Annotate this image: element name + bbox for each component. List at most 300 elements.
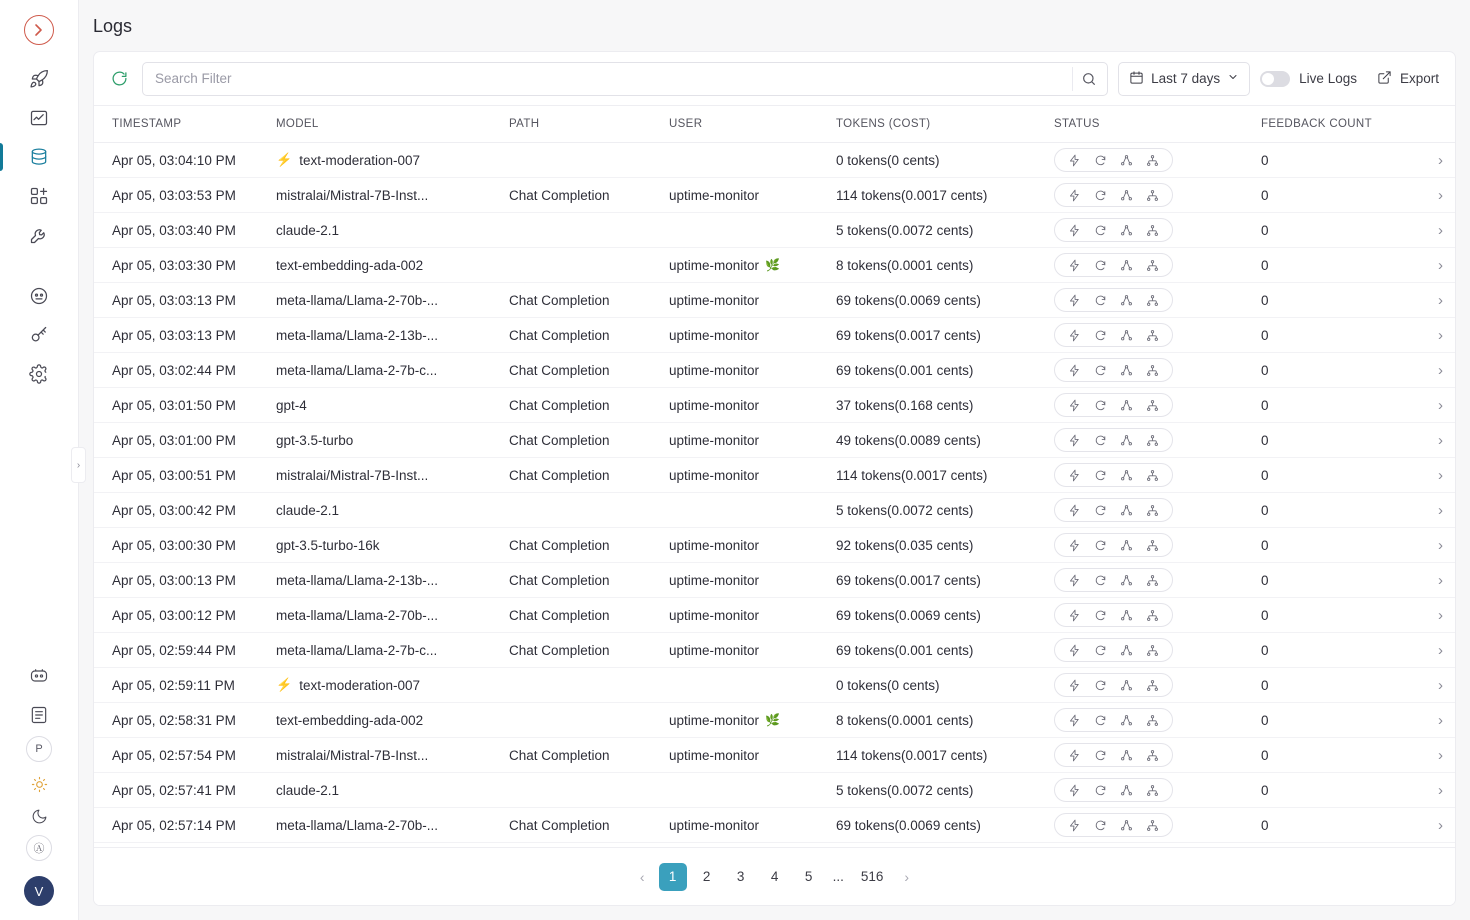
cell-tokens: 69 tokens(0.0017 cents) [836, 318, 1054, 353]
cell-user [669, 703, 836, 738]
sidebar-item-settings[interactable] [17, 356, 61, 392]
cell-timestamp: Apr 05, 02:59:11 PM [94, 668, 276, 703]
loadbalance-icon [1146, 189, 1159, 202]
fallback-icon [1120, 434, 1133, 447]
cell-feedback-count: 0 [1261, 668, 1411, 703]
pagination-page-2[interactable]: 2 [702, 869, 711, 884]
cell-model [276, 143, 509, 178]
status-badge [1054, 743, 1173, 767]
row-detail-chevron[interactable]: › [1411, 773, 1455, 808]
cell-tokens: 69 tokens(0.0069 cents) [836, 808, 1054, 843]
cell-tokens: 92 tokens(0.035 cents) [836, 528, 1054, 563]
theme-dark-icon[interactable] [26, 803, 52, 829]
cell-model [276, 808, 509, 843]
cell-timestamp: Apr 05, 03:01:00 PM [94, 423, 276, 458]
search-icon[interactable] [1081, 71, 1101, 87]
cell-model [276, 493, 509, 528]
cell-timestamp: Apr 05, 03:00:13 PM [94, 563, 276, 598]
cell-user [669, 563, 836, 598]
cell-timestamp: Apr 05, 03:03:13 PM [94, 283, 276, 318]
column-model: MODEL [276, 106, 509, 143]
user-name: uptime-monitor [669, 362, 760, 378]
user-name: uptime-monitor [669, 327, 760, 343]
pagination-page-3[interactable]: 3 [736, 869, 745, 884]
pagination [94, 847, 1455, 905]
table-row[interactable] [94, 808, 1455, 843]
status-badge [1054, 183, 1173, 207]
cell-user [669, 598, 836, 633]
cell-tokens: 0 tokens(0 cents) [836, 668, 1054, 703]
pagination-page-5[interactable]: 5 [804, 869, 813, 884]
cell-feedback-count: 0 [1261, 283, 1411, 318]
cell-status [1054, 598, 1261, 633]
pagination-page-1[interactable]: 1 [659, 863, 687, 891]
live-logs-control [1260, 71, 1357, 87]
cell-path [509, 213, 669, 248]
status-badge [1054, 533, 1173, 557]
cell-path [509, 668, 669, 703]
cell-status [1054, 808, 1261, 843]
model-name: text-moderation-007 [299, 677, 421, 693]
retry-icon [1094, 644, 1107, 657]
cell-path: Chat Completion [509, 563, 669, 598]
row-detail-chevron[interactable]: › [1411, 318, 1455, 353]
row-detail-chevron[interactable]: › [1411, 668, 1455, 703]
logs-table-scroll[interactable] [94, 106, 1455, 847]
pagination-page-4[interactable]: 4 [770, 869, 779, 884]
loadbalance-icon [1146, 784, 1159, 797]
row-detail-chevron[interactable]: › [1411, 703, 1455, 738]
cell-path [509, 143, 669, 178]
row-detail-chevron[interactable]: › [1411, 248, 1455, 283]
cell-status [1054, 458, 1261, 493]
cell-tokens: 69 tokens(0.0069 cents) [836, 598, 1054, 633]
leaf-icon: 🌿 [765, 258, 780, 272]
page-title: Logs [93, 16, 133, 36]
cell-path: Chat Completion [509, 318, 669, 353]
cell-tokens: 69 tokens(0.0017 cents) [836, 563, 1054, 598]
retry-icon [1094, 434, 1107, 447]
logs-toolbar [94, 52, 1455, 106]
user-name: uptime-monitor [669, 432, 760, 448]
cell-user [669, 318, 836, 353]
fallback-icon [1120, 749, 1133, 762]
cell-timestamp: Apr 05, 03:03:53 PM [94, 178, 276, 213]
status-badge [1054, 323, 1173, 347]
cell-model [276, 563, 509, 598]
pagination-prev[interactable]: ‹ [639, 868, 645, 885]
date-range-picker[interactable] [1118, 62, 1250, 96]
model-name: meta-llama/Llama-2-7b-c... [276, 642, 438, 658]
fallback-icon [1120, 224, 1133, 237]
cell-path: Chat Completion [509, 423, 669, 458]
table-row[interactable] [94, 423, 1455, 458]
user-name: uptime-monitor [669, 537, 760, 553]
cell-timestamp: Apr 05, 03:04:10 PM [94, 143, 276, 178]
date-range-label: Last 7 days [1151, 71, 1221, 86]
loadbalance-icon [1146, 224, 1159, 237]
cell-status [1054, 283, 1261, 318]
cell-path: Chat Completion [509, 633, 669, 668]
cell-status [1054, 633, 1261, 668]
cell-path: Chat Completion [509, 458, 669, 493]
cell-tokens: 49 tokens(0.0089 cents) [836, 423, 1054, 458]
table-row[interactable] [94, 213, 1455, 248]
user-name: uptime-monitor [669, 712, 760, 728]
cell-feedback-count: 0 [1261, 213, 1411, 248]
sidebar-item-virtual-keys[interactable] [17, 317, 61, 353]
row-detail-chevron[interactable]: › [1411, 493, 1455, 528]
search-input[interactable] [155, 71, 1072, 86]
row-detail-chevron[interactable]: › [1411, 738, 1455, 773]
cell-user [669, 283, 836, 318]
retry-icon [1094, 749, 1107, 762]
cell-path: Chat Completion [509, 283, 669, 318]
status-badge [1054, 673, 1173, 697]
row-detail-chevron[interactable]: › [1411, 563, 1455, 598]
retry-icon [1094, 364, 1107, 377]
row-detail-chevron[interactable]: › [1411, 808, 1455, 843]
table-row[interactable] [94, 458, 1455, 493]
status-badge [1054, 568, 1173, 592]
pagination-ellipsis: ... [832, 869, 844, 884]
cell-tokens: 114 tokens(0.0017 cents) [836, 738, 1054, 773]
model-name: meta-llama/Llama-2-13b-... [276, 572, 439, 588]
cache-icon [1068, 364, 1081, 377]
cell-model [276, 423, 509, 458]
cache-icon [1068, 469, 1081, 482]
accessibility-icon[interactable]: Ⓐ [26, 835, 52, 861]
table-row[interactable] [94, 668, 1455, 703]
sidebar-bottom [17, 658, 61, 920]
row-detail-chevron[interactable]: › [1411, 213, 1455, 248]
column-actions [1411, 106, 1455, 143]
cell-model [276, 178, 509, 213]
row-detail-chevron[interactable]: › [1411, 528, 1455, 563]
model-name: gpt-3.5-turbo [276, 432, 354, 448]
cache-icon [1068, 399, 1081, 412]
model-name: claude-2.1 [276, 222, 340, 238]
sidebar-item-configs[interactable] [17, 217, 61, 253]
status-badge [1054, 778, 1173, 802]
cell-path [509, 703, 669, 738]
cell-model [276, 598, 509, 633]
cell-tokens: 5 tokens(0.0072 cents) [836, 773, 1054, 808]
sidebar-collapse-handle[interactable]: › [71, 447, 86, 483]
row-detail-chevron[interactable]: › [1411, 178, 1455, 213]
cache-icon [1068, 644, 1081, 657]
cell-path [509, 773, 669, 808]
loadbalance-icon [1146, 329, 1159, 342]
status-badge [1054, 463, 1173, 487]
cell-timestamp: Apr 05, 03:00:12 PM [94, 598, 276, 633]
cell-tokens: 69 tokens(0.0069 cents) [836, 283, 1054, 318]
cell-feedback-count: 0 [1261, 738, 1411, 773]
cell-tokens: 8 tokens(0.0001 cents) [836, 248, 1054, 283]
table-row[interactable] [94, 388, 1455, 423]
retry-icon [1094, 399, 1107, 412]
loadbalance-icon [1146, 749, 1159, 762]
fallback-icon [1120, 364, 1133, 377]
cell-status [1054, 773, 1261, 808]
row-detail-chevron[interactable]: › [1411, 423, 1455, 458]
pagination-next[interactable]: › [904, 868, 910, 885]
cell-feedback-count: 0 [1261, 528, 1411, 563]
community-icon[interactable] [17, 658, 61, 694]
cell-timestamp: Apr 05, 03:02:44 PM [94, 353, 276, 388]
model-name: claude-2.1 [276, 502, 340, 518]
loadbalance-icon [1146, 714, 1159, 727]
sidebar [0, 0, 79, 920]
fallback-icon [1120, 644, 1133, 657]
user-name: uptime-monitor [669, 572, 760, 588]
model-name: gpt-3.5-turbo-16k [276, 537, 380, 553]
row-detail-chevron[interactable]: › [1411, 388, 1455, 423]
cell-timestamp: Apr 05, 03:03:30 PM [94, 248, 276, 283]
column-tokens: TOKENS (COST) [836, 106, 1054, 143]
retry-icon [1094, 259, 1107, 272]
retry-icon [1094, 469, 1107, 482]
cell-user [669, 248, 836, 283]
loadbalance-icon [1146, 469, 1159, 482]
avatar[interactable]: V [24, 876, 54, 906]
cell-model [276, 458, 509, 493]
model-name: mistralai/Mistral-7B-Inst... [276, 467, 429, 483]
export-icon [1377, 70, 1392, 88]
row-detail-chevron[interactable]: › [1411, 143, 1455, 178]
model-name: text-embedding-ada-002 [276, 257, 424, 273]
cache-icon [1068, 714, 1081, 727]
table-row[interactable] [94, 318, 1455, 353]
cell-model [276, 703, 509, 738]
cell-status [1054, 318, 1261, 353]
table-row[interactable] [94, 143, 1455, 178]
table-row[interactable] [94, 528, 1455, 563]
cache-icon [1068, 609, 1081, 622]
fallback-icon [1120, 714, 1133, 727]
cell-timestamp: Apr 05, 02:59:44 PM [94, 633, 276, 668]
fallback-icon [1120, 819, 1133, 832]
cache-icon [1068, 189, 1081, 202]
fallback-icon [1120, 189, 1133, 202]
cell-user [669, 423, 836, 458]
row-detail-chevron[interactable]: › [1411, 353, 1455, 388]
cell-model [276, 633, 509, 668]
cell-tokens: 5 tokens(0.0072 cents) [836, 493, 1054, 528]
main-content [79, 0, 1470, 920]
status-badge [1054, 428, 1173, 452]
loadbalance-icon [1146, 609, 1159, 622]
cell-user [669, 668, 836, 703]
column-status: STATUS [1054, 106, 1261, 143]
table-row[interactable] [94, 493, 1455, 528]
loadbalance-icon [1146, 504, 1159, 517]
cell-model [276, 213, 509, 248]
model-name: mistralai/Mistral-7B-Inst... [276, 187, 429, 203]
retry-icon [1094, 574, 1107, 587]
status-badge [1054, 638, 1173, 662]
fallback-icon [1120, 609, 1133, 622]
row-detail-chevron[interactable]: › [1411, 283, 1455, 318]
calendar-icon [1129, 70, 1144, 88]
model-name: gpt-4 [276, 397, 307, 413]
loadbalance-icon [1146, 679, 1159, 692]
retry-icon [1094, 819, 1107, 832]
cell-model [276, 528, 509, 563]
cache-icon [1068, 784, 1081, 797]
cache-icon [1068, 259, 1081, 272]
chevron-down-icon [1227, 71, 1239, 86]
cell-model [276, 668, 509, 703]
cell-feedback-count: 0 [1261, 703, 1411, 738]
loadbalance-icon [1146, 574, 1159, 587]
table-row[interactable] [94, 248, 1455, 283]
column-user: USER [669, 106, 836, 143]
cell-model [276, 283, 509, 318]
sidebar-item-guardrails[interactable] [17, 278, 61, 314]
cell-user [669, 808, 836, 843]
status-badge [1054, 253, 1173, 277]
table-row[interactable] [94, 633, 1455, 668]
bolt-icon: ⚡ [276, 152, 293, 167]
cache-icon [1068, 154, 1081, 167]
table-body [94, 143, 1455, 843]
export-label: Export [1399, 71, 1439, 86]
logs-panel [93, 51, 1456, 906]
loadbalance-icon [1146, 364, 1159, 377]
user-name: uptime-monitor [669, 642, 760, 658]
table-row[interactable] [94, 563, 1455, 598]
cell-path: Chat Completion [509, 598, 669, 633]
cell-status [1054, 563, 1261, 598]
cell-path: Chat Completion [509, 528, 669, 563]
user-name: uptime-monitor [669, 397, 760, 413]
cell-path: Chat Completion [509, 738, 669, 773]
export-button[interactable] [1367, 70, 1445, 88]
cell-feedback-count: 0 [1261, 808, 1411, 843]
column-path: PATH [509, 106, 669, 143]
table-row[interactable] [94, 703, 1455, 738]
cell-feedback-count: 0 [1261, 423, 1411, 458]
cell-tokens: 114 tokens(0.0017 cents) [836, 178, 1054, 213]
table-row[interactable] [94, 353, 1455, 388]
row-detail-chevron[interactable]: › [1411, 598, 1455, 633]
search-filter[interactable] [142, 62, 1108, 96]
cell-feedback-count: 0 [1261, 248, 1411, 283]
plan-badge[interactable]: P [26, 736, 52, 762]
cell-feedback-count: 0 [1261, 178, 1411, 213]
cache-icon [1068, 294, 1081, 307]
cell-status [1054, 353, 1261, 388]
live-logs-toggle[interactable] [1260, 71, 1290, 87]
cell-feedback-count: 0 [1261, 318, 1411, 353]
fallback-icon [1120, 504, 1133, 517]
model-name: meta-llama/Llama-2-70b-... [276, 292, 439, 308]
status-badge [1054, 708, 1173, 732]
leaf-icon: 🌿 [765, 713, 780, 727]
loadbalance-icon [1146, 819, 1159, 832]
model-name: mistralai/Mistral-7B-Inst... [276, 747, 429, 763]
user-name: uptime-monitor [669, 817, 760, 833]
cell-status [1054, 668, 1261, 703]
column-timestamp: TIMESTAMP [94, 106, 276, 143]
status-badge [1054, 148, 1173, 172]
cell-status [1054, 703, 1261, 738]
cell-status [1054, 423, 1261, 458]
fallback-icon [1120, 294, 1133, 307]
pagination-last-page[interactable]: 516 [860, 869, 884, 884]
docs-icon[interactable] [17, 697, 61, 733]
cell-timestamp: Apr 05, 03:03:40 PM [94, 213, 276, 248]
cell-user [669, 143, 836, 178]
table-header [94, 106, 1455, 143]
cell-timestamp: Apr 05, 02:58:31 PM [94, 703, 276, 738]
refresh-icon[interactable] [106, 66, 132, 92]
fallback-icon [1120, 154, 1133, 167]
cache-icon [1068, 819, 1081, 832]
cell-path: Chat Completion [509, 388, 669, 423]
table-header-row [94, 106, 1455, 143]
cell-model [276, 318, 509, 353]
table-row[interactable] [94, 283, 1455, 318]
cell-feedback-count: 0 [1261, 388, 1411, 423]
table-row[interactable] [94, 178, 1455, 213]
status-badge [1054, 603, 1173, 627]
sidebar-item-analytics[interactable] [17, 100, 61, 136]
retry-icon [1094, 329, 1107, 342]
status-badge [1054, 358, 1173, 382]
cell-timestamp: Apr 05, 03:01:50 PM [94, 388, 276, 423]
row-detail-chevron[interactable]: › [1411, 633, 1455, 668]
cell-user [669, 458, 836, 493]
cache-icon [1068, 504, 1081, 517]
cell-user [669, 213, 836, 248]
row-detail-chevron[interactable]: › [1411, 458, 1455, 493]
retry-icon [1094, 714, 1107, 727]
cell-status [1054, 528, 1261, 563]
cache-icon [1068, 434, 1081, 447]
portkey-logo[interactable] [24, 15, 54, 45]
cell-tokens: 69 tokens(0.001 cents) [836, 353, 1054, 388]
cell-feedback-count: 0 [1261, 563, 1411, 598]
cell-user [669, 738, 836, 773]
cell-tokens: 0 tokens(0 cents) [836, 143, 1054, 178]
cell-timestamp: Apr 05, 03:00:42 PM [94, 493, 276, 528]
table-row[interactable] [94, 738, 1455, 773]
model-name: meta-llama/Llama-2-70b-... [276, 817, 439, 833]
cell-feedback-count: 0 [1261, 773, 1411, 808]
live-logs-label: Live Logs [1299, 71, 1357, 86]
sidebar-item-logs[interactable] [17, 139, 61, 175]
table-row[interactable] [94, 598, 1455, 633]
sidebar-item-prompts[interactable] [17, 178, 61, 214]
table-row[interactable] [94, 773, 1455, 808]
cell-feedback-count: 0 [1261, 493, 1411, 528]
fallback-icon [1120, 539, 1133, 552]
model-name: meta-llama/Llama-2-70b-... [276, 607, 439, 623]
theme-light-icon[interactable] [26, 771, 52, 797]
cache-icon [1068, 539, 1081, 552]
cell-user [669, 493, 836, 528]
model-name: text-moderation-007 [299, 152, 421, 168]
sidebar-item-get-started[interactable] [17, 61, 61, 97]
loadbalance-icon [1146, 399, 1159, 412]
cell-timestamp: Apr 05, 03:00:51 PM [94, 458, 276, 493]
status-badge [1054, 218, 1173, 242]
cell-timestamp: Apr 05, 02:57:54 PM [94, 738, 276, 773]
cell-timestamp: Apr 05, 02:57:41 PM [94, 773, 276, 808]
cell-feedback-count: 0 [1261, 143, 1411, 178]
